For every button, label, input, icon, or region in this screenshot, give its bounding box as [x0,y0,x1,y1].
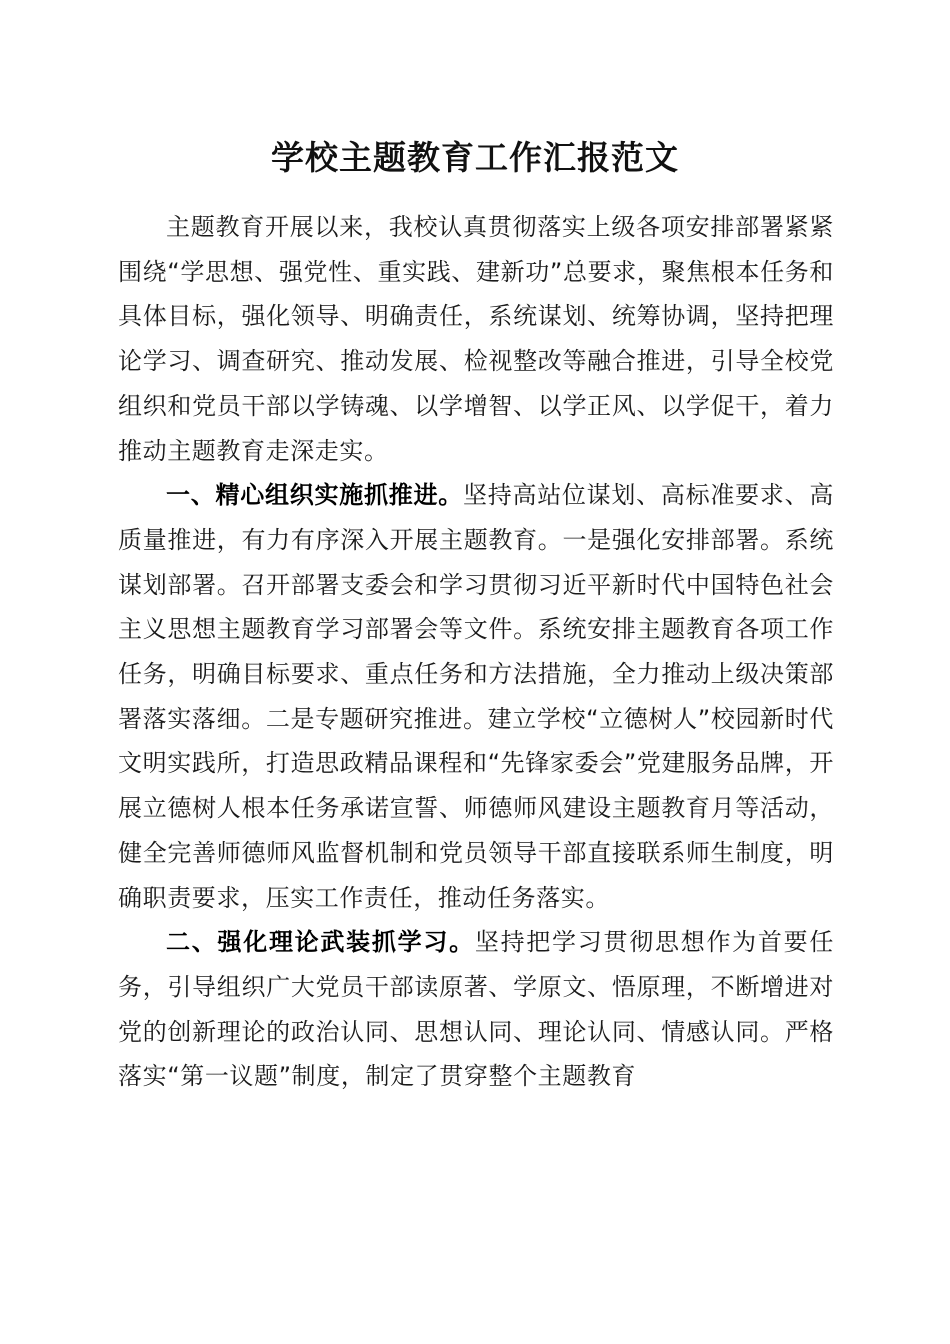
section-paragraph-2 [118,920,834,1099]
intro-paragraph: 主题教育开展以来，我校认真贯彻落实上级各项安排部署紧紧围绕“学思想、强党性、重实践、建新功”总要求，聚焦根本任务和具体目标，强化领导、明确责任，系统谋划、统筹协调，坚持把理论学习、调查研究、推动发展、检视整改等融合推进，引导全校党组织和党员干部以学铸魂、以学增智、以学正风、以学促干，着力推动主题教育走深走实。 [118,213,834,465]
section-text-2: 坚持把学习贯彻思想作为首要任务，引导组织广大党员干部读原著、学原文、悟原理，不断增进对党的创新理论的政治认同、思想认同、理论认同、情感认同。严格落实“第一议题”制度，制定了贯穿整个主题教育 [118,928,834,1091]
section-heading-1: 一、精心组织实施抓推进。 [166,481,463,510]
section-paragraph-1 [118,473,834,920]
document-title: 学校主题教育工作汇报范文 [271,138,679,177]
document-body [118,205,834,1099]
section-heading-2: 二、强化理论武装抓学习。 [166,928,475,957]
section-text-1: 坚持高站位谋划、高标准要求、高质量推进，有力有序深入开展主题教育。一是强化安排部署。系统谋划部署。召开部署支委会和学习贯彻习近平新时代中国特色社会主义思想主题教育学习部署会等文件。系统安排主题教育各项工作任务，明确目标要求、重点任务和方法措施，全力推动上级决策部署落实落细。二是专题研究推进。建立学校“立德树人”校园新时代文明实践所，打造思政精品课程和“先锋家委会”党建服务品牌，开展立德树人根本任务承诺宣誓、师德师风建设主题教育月等活动，健全完善师德师风监督机制和党员领导干部直接联系师生制度，明确职责要求，压实工作责任，推动任务落实。 [118,481,834,912]
